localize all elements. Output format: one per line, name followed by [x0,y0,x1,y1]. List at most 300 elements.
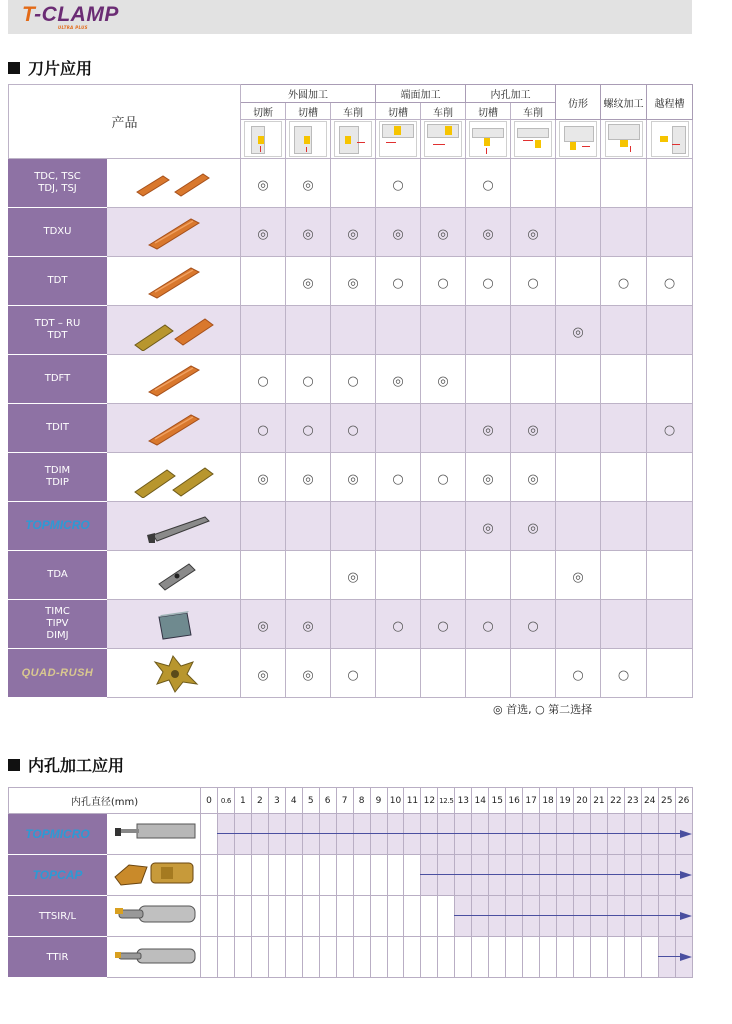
suitability-cell [466,159,511,208]
suitability-cell [556,453,601,502]
preferred-mark: ◎ [392,226,404,242]
range-cell [387,896,404,937]
operation-header: 切槽 [286,103,331,120]
range-cell [573,814,590,855]
second-choice-mark: ○ [392,618,404,634]
suitability-cell [286,502,331,551]
topcap-logo: TOPCAP [32,868,83,882]
range-cell [590,937,607,978]
suitability-cell [556,306,601,355]
product-name-text: TDXU [43,226,72,237]
range-cell [523,937,540,978]
preferred-mark: ◎ [257,471,269,487]
bore-tool-name [9,814,107,855]
suitability-cell [241,551,286,600]
suitability-cell [601,355,647,404]
insert-image [107,453,241,502]
range-cell [641,937,658,978]
range-cell [251,896,268,937]
suitability-cell [647,159,693,208]
suitability-cell [466,551,511,600]
preferred-mark: ◎ [302,618,314,634]
operation-pictogram-icon [379,121,417,157]
suitability-cell [466,257,511,306]
suitability-cell [241,306,286,355]
preferred-mark: ◎ [302,275,314,291]
range-cell [285,896,302,937]
bore-tool-row [9,896,693,937]
operation-pictogram-icon [514,121,552,157]
insert-icon [129,407,219,449]
range-cell [658,896,675,937]
product-name-text: TDIM TDIP [44,465,71,488]
suitability-cell [647,551,693,600]
suitability-cell [421,453,466,502]
diameter-column: 8 [353,788,370,814]
square-bullet-icon [8,62,20,74]
preferred-mark: ◎ [347,471,359,487]
operation-pictogram-cell [556,120,601,159]
range-cell [438,814,455,855]
suitability-cell [511,453,556,502]
range-cell [404,937,421,978]
range-cell [268,896,285,937]
second-choice-mark: ○ [617,667,630,683]
range-cell [302,855,319,896]
bore-tool-name [9,855,107,896]
bore-tool-name [9,937,107,978]
range-cell [302,896,319,937]
range-cell [607,896,624,937]
operation-header: 切槽 [376,103,421,120]
suitability-cell [286,551,331,600]
product-name-text: TDFT [44,373,71,384]
range-cell [387,855,404,896]
range-cell [438,896,455,937]
insert-image [107,551,241,600]
range-arrow-head-icon [680,830,692,838]
second-choice-mark: ○ [617,275,630,291]
range-cell [336,937,353,978]
suitability-cell [241,208,286,257]
suitability-cell [466,208,511,257]
product-name [9,649,107,698]
suitability-cell [647,404,693,453]
suitability-cell [647,502,693,551]
product-name-text: TDIT [46,422,69,433]
range-cell [489,855,506,896]
preferred-mark: ◎ [392,373,404,389]
range-cell [506,937,523,978]
range-cell [319,896,336,937]
range-cell [370,855,387,896]
range-arrow-head-icon [680,912,692,920]
range-cell [540,814,557,855]
preferred-mark: ◎ [482,520,494,536]
suitability-cell [511,502,556,551]
range-cell [421,814,438,855]
insert-image [107,159,241,208]
range-arrow-line [454,915,680,917]
operation-header: 车削 [511,103,556,120]
second-choice-mark: ○ [437,471,449,487]
second-choice-mark: ○ [392,275,404,291]
preferred-mark: ◎ [482,471,494,487]
diameter-column: 0.6 [217,788,234,814]
suitability-cell [511,159,556,208]
range-cell [573,855,590,896]
range-cell [302,814,319,855]
suitability-cell [511,257,556,306]
product-header: 产品 [9,85,241,159]
insert-icon [129,505,219,547]
product-name [9,159,107,208]
product-row [9,453,693,502]
suitability-cell [421,502,466,551]
suitability-cell [556,502,601,551]
suitability-cell [286,159,331,208]
range-cell [201,814,218,855]
quad-rush-logo: QUAD-RUSH [21,666,94,679]
preferred-mark: ◎ [437,226,449,242]
range-cell [455,896,472,937]
insert-icon [129,211,219,253]
operation-pictogram-cell [331,120,376,159]
range-cell [590,896,607,937]
range-cell [387,814,404,855]
suitability-cell [421,306,466,355]
operation-pictogram-icon [244,121,282,157]
suitability-cell [421,159,466,208]
suitability-cell [331,306,376,355]
preferred-mark: ◎ [347,226,359,242]
diameter-column: 0 [201,788,218,814]
operation-pictogram-cell [466,120,511,159]
range-cell [573,896,590,937]
range-cell [523,896,540,937]
operation-pictogram-cell [376,120,421,159]
product-name [9,502,107,551]
range-cell [557,855,574,896]
second-choice-mark: ○ [347,373,359,389]
diameter-column: 17 [523,788,540,814]
range-cell [506,814,523,855]
diameter-column: 14 [472,788,489,814]
preferred-mark: ◎ [527,422,539,438]
range-cell [353,896,370,937]
range-cell [201,896,218,937]
product-name [9,551,107,600]
range-cell [251,937,268,978]
boring-bar-icon [111,937,197,973]
product-row [9,649,693,698]
preferred-mark: ◎ [437,373,449,389]
suitability-cell [286,600,331,649]
suitability-cell [601,502,647,551]
product-row [9,355,693,404]
suitability-cell [421,404,466,453]
range-cell [336,814,353,855]
insert-icon [129,260,219,302]
product-name-text: TDT [47,275,68,286]
range-cell [421,855,438,896]
range-cell [217,855,234,896]
range-cell [523,855,540,896]
range-cell [370,814,387,855]
suitability-cell [647,355,693,404]
bore-tool-image [107,855,201,896]
suitability-cell [601,551,647,600]
range-cell [472,896,489,937]
suitability-cell [376,502,421,551]
range-cell [438,855,455,896]
range-cell [557,896,574,937]
product-name-text: TDA [47,569,68,580]
range-cell [607,814,624,855]
product-row [9,208,693,257]
operation-pictogram-icon [289,121,327,157]
suitability-cell [601,649,647,698]
brand-subtitle: ULTRA PLUS [58,25,88,30]
second-choice-mark: ○ [482,618,494,634]
suitability-cell [331,208,376,257]
suitability-cell [421,257,466,306]
range-cell [285,855,302,896]
insert-icon [129,456,219,498]
diameter-column: 11 [404,788,421,814]
range-cell [285,937,302,978]
suitability-cell [647,453,693,502]
insert-icon [129,162,219,204]
suitability-cell [376,257,421,306]
product-name [9,257,107,306]
range-cell [506,855,523,896]
suitability-cell [466,649,511,698]
bore-tool-row [9,855,693,896]
operation-pictogram-icon [605,121,643,157]
suitability-cell [511,600,556,649]
range-cell [421,896,438,937]
range-cell [489,896,506,937]
product-name [9,355,107,404]
diameter-column: 1 [234,788,251,814]
operation-pictogram-cell [421,120,466,159]
suitability-cell [241,355,286,404]
suitability-cell [511,208,556,257]
range-cell [251,814,268,855]
preferred-mark: ◎ [527,520,539,536]
range-cell [607,937,624,978]
suitability-cell [421,600,466,649]
suitability-cell [511,649,556,698]
operation-header: 切断 [241,103,286,120]
suitability-cell [647,257,693,306]
range-arrow-head-icon [680,871,692,879]
range-cell [353,937,370,978]
suitability-cell [601,159,647,208]
range-cell [607,855,624,896]
bore-tool-name [9,896,107,937]
suitability-cell [241,404,286,453]
second-choice-mark: ○ [392,177,404,193]
suitability-cell [601,257,647,306]
suitability-cell [421,649,466,698]
suitability-cell [466,404,511,453]
suitability-cell [466,453,511,502]
operation-header: 切槽 [466,103,511,120]
diameter-column: 26 [675,788,692,814]
diameter-column: 6 [319,788,336,814]
second-choice-mark: ○ [663,275,676,291]
preferred-mark: ◎ [257,177,269,193]
bore-tool-row [9,937,693,978]
suitability-cell [331,600,376,649]
second-choice-mark: ○ [302,373,314,389]
range-cell [234,896,251,937]
suitability-cell [286,453,331,502]
second-choice-mark: ○ [347,667,359,683]
second-choice-mark: ○ [347,422,359,438]
range-cell [387,937,404,978]
suitability-cell [331,257,376,306]
diameter-column: 25 [658,788,675,814]
operation-pictogram-cell [286,120,331,159]
suitability-cell [647,306,693,355]
insert-image [107,649,241,698]
preferred-mark: ◎ [257,618,269,634]
suitability-cell [601,306,647,355]
preferred-mark: ◎ [482,422,494,438]
operation-header: 车削 [421,103,466,120]
diameter-column: 22 [607,788,624,814]
second-choice-mark: ○ [527,618,539,634]
range-cell [506,896,523,937]
range-cell [336,855,353,896]
range-cell [217,896,234,937]
operation-pictogram-icon [469,121,507,157]
range-cell [404,896,421,937]
product-row [9,502,693,551]
product-name-text: TIMC TIPV DIMJ [45,606,70,641]
group-header: 越程槽 [647,85,693,120]
suitability-cell [647,649,693,698]
range-cell [201,855,218,896]
operation-pictogram-icon [651,121,689,157]
suitability-cell [466,502,511,551]
operation-pictogram-icon [559,121,597,157]
range-cell [319,814,336,855]
second-choice-mark: ○ [437,275,449,291]
suitability-cell [421,355,466,404]
range-cell [641,855,658,896]
suitability-cell [376,208,421,257]
suitability-cell [241,453,286,502]
suitability-cell [376,355,421,404]
suitability-cell [241,502,286,551]
second-choice-mark: ○ [437,618,449,634]
range-cell [234,937,251,978]
suitability-cell [511,404,556,453]
second-choice-mark: ○ [663,422,676,438]
product-row [9,257,693,306]
range-cell [624,896,641,937]
suitability-cell [601,208,647,257]
range-cell [268,814,285,855]
insert-application-table [8,84,693,698]
suitability-cell [466,600,511,649]
range-cell [573,937,590,978]
range-cell [201,937,218,978]
range-cell [658,855,675,896]
range-cell [455,814,472,855]
range-cell [319,937,336,978]
range-cell [540,855,557,896]
range-cell [489,937,506,978]
range-arrow-line [217,833,680,835]
second-choice-mark: ○ [302,422,314,438]
diameter-header: 内孔直径(mm) [9,788,201,814]
preferred-mark: ◎ [347,275,359,291]
section-title-text: 内孔加工应用 [28,756,125,775]
bore-tool-image [107,896,201,937]
boring-bar-icon [111,896,197,932]
range-cell [472,814,489,855]
insert-image [107,502,241,551]
bore-tool-image [107,814,201,855]
range-arrow-line [658,956,680,958]
second-choice-mark: ○ [257,373,269,389]
suitability-cell [556,257,601,306]
range-cell [438,937,455,978]
suitability-cell [286,257,331,306]
bore-tool-name-text: TTIR [46,951,69,963]
boring-bar-icon [111,855,197,891]
group-header: 端面加工 [376,85,466,103]
range-cell [557,937,574,978]
suitability-cell [241,257,286,306]
diameter-column: 3 [268,788,285,814]
preferred-mark: ◎ [527,226,539,242]
operation-pictogram-icon [334,121,372,157]
group-header: 内孔加工 [466,85,556,103]
diameter-column: 23 [624,788,641,814]
diameter-column: 19 [557,788,574,814]
range-arrow-head-icon [680,953,692,961]
preferred-mark: ◎ [302,226,314,242]
second-choice-mark: ○ [482,275,494,291]
preferred-mark: ◎ [527,471,539,487]
diameter-column: 5 [302,788,319,814]
product-name [9,453,107,502]
suitability-cell [556,355,601,404]
second-choice-mark: ○ [257,422,269,438]
range-cell [455,855,472,896]
range-cell [268,855,285,896]
bore-tool-name-text: TTSIR/L [38,910,77,922]
suitability-cell [286,355,331,404]
product-row [9,600,693,649]
range-cell [370,937,387,978]
range-cell [353,855,370,896]
operation-pictogram-cell [647,120,693,159]
suitability-cell [286,649,331,698]
bore-tool-image [107,937,201,978]
product-name [9,404,107,453]
topmicro-logo: TOPMICRO [25,518,90,532]
range-cell [489,814,506,855]
suitability-cell [286,404,331,453]
product-row [9,404,693,453]
